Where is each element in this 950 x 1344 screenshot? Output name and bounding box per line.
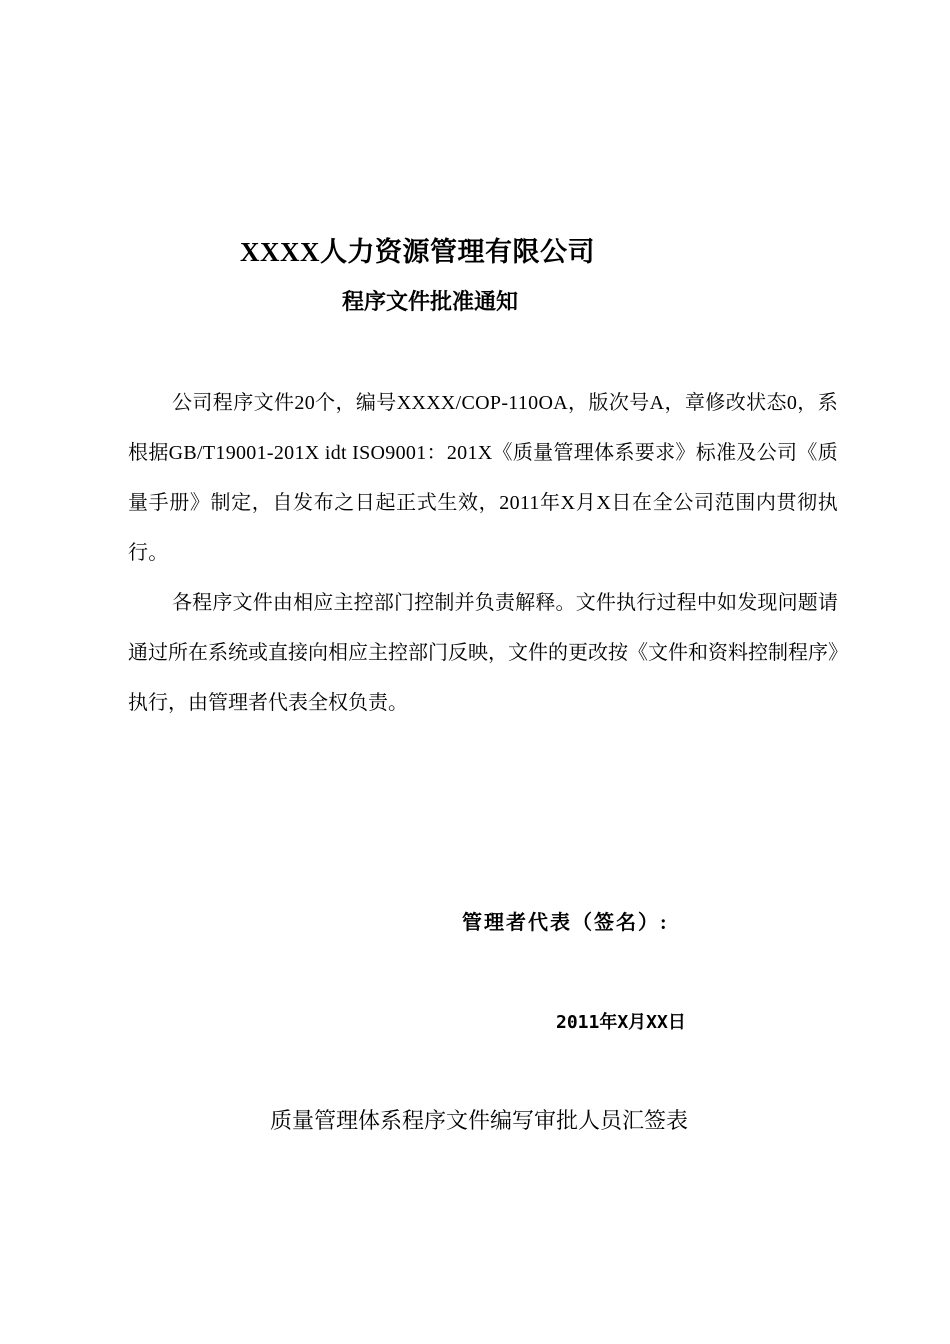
signature-date: 2011年X月XX日	[556, 1012, 686, 1033]
notice-paragraph-responsibility: 各程序文件由相应主控部门控制并负责解释。文件执行过程中如发现问题请通过所在系统或直接向相应主控部门反映，文件的更改按《文件和资料控制程序》执行，由管理者代表全权负责。	[128, 592, 838, 714]
summary-table-title: 质量管理体系程序文件编写审批人员汇签表	[270, 1108, 689, 1133]
document-subtitle: 程序文件批准通知	[342, 289, 519, 314]
notice-paragraph-approval: 公司程序文件20个，编号XXXX/COP-110OA，版次号A，章修改状态0，系根据GB/T19001-201X idt ISO9001：201X《质量管理体系要求》标准及公司《质量手册》制定，自发布之日起正式生效，2011年X月X日在全公司范围内贯彻执行。	[128, 392, 838, 564]
signature-label: 管理者代表（签名）:	[462, 912, 669, 934]
notice-body	[128, 378, 838, 728]
company-title: XXXX人力资源管理有限公司	[240, 237, 595, 267]
